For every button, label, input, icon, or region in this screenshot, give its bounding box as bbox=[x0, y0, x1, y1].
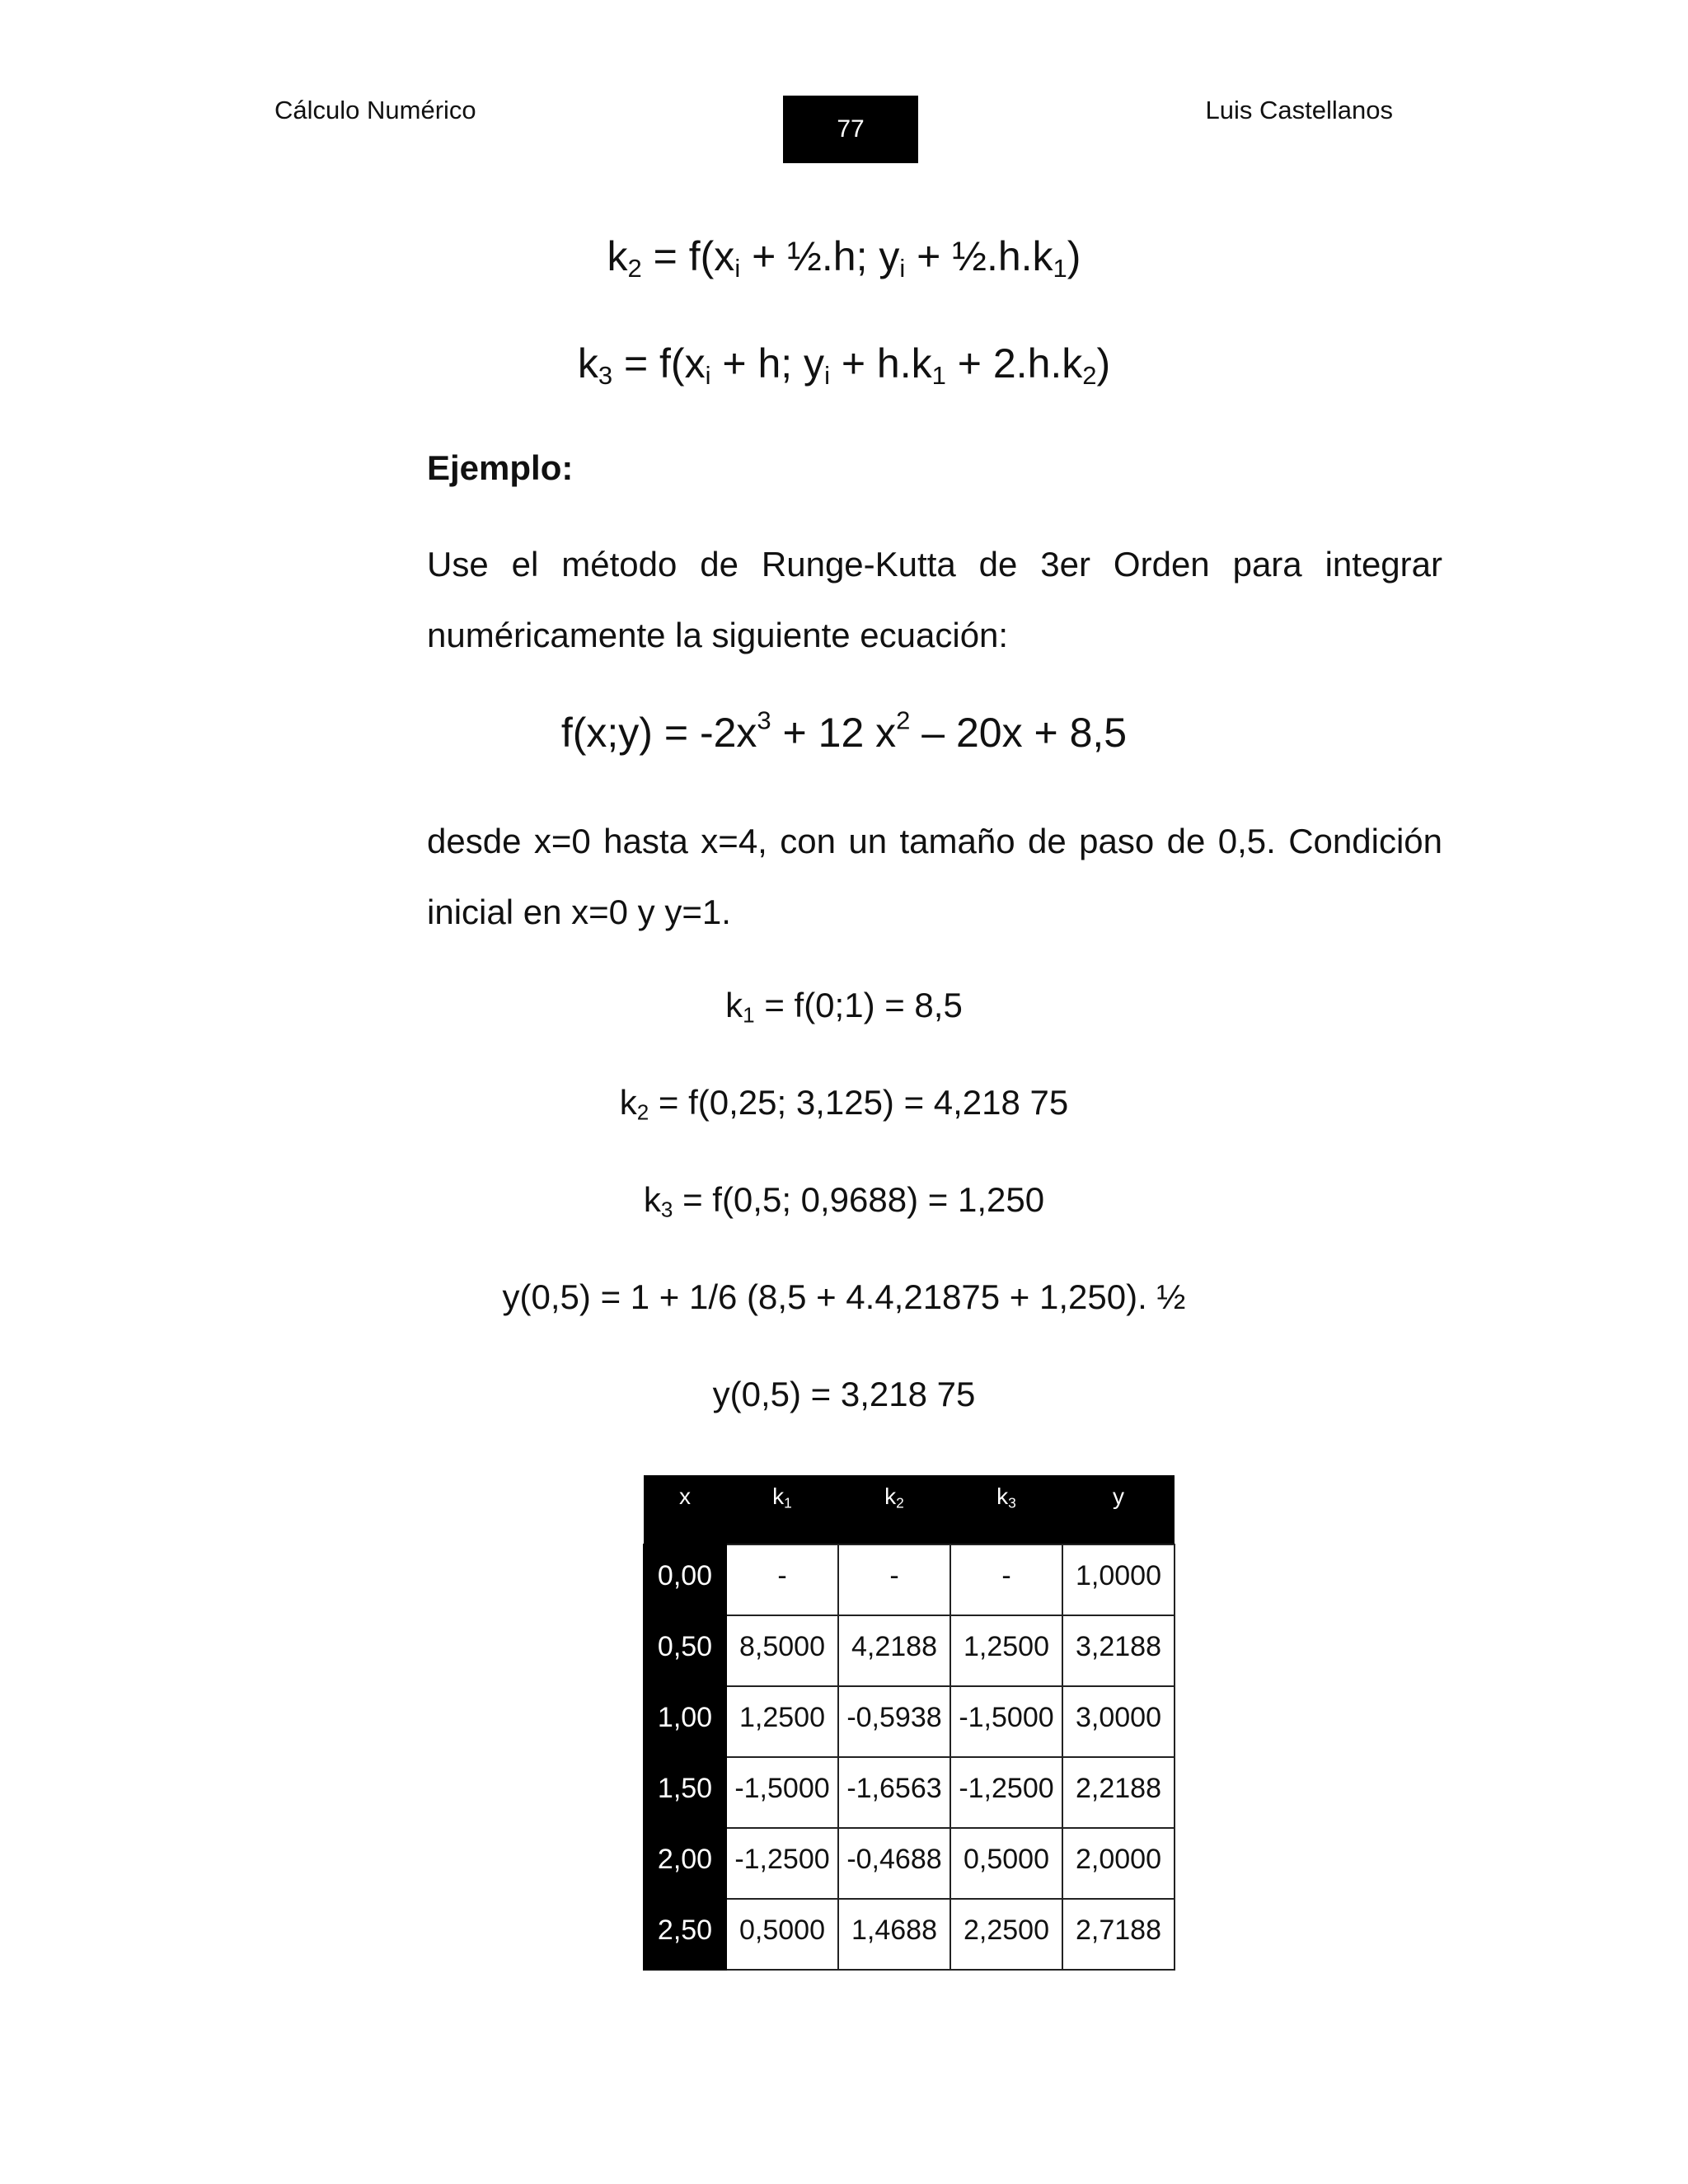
header-k1: $k_1$ bbox=[726, 1475, 838, 1544]
table-row bbox=[644, 1686, 1175, 1757]
cell-k1: 1,2500 bbox=[726, 1686, 838, 1757]
condition-line-1: desde x=0 hasta x=4, con un tamaño de paso de 0,5. Condición bbox=[427, 822, 1442, 860]
cell-k3: -1,2500 bbox=[950, 1757, 1062, 1828]
example-intro bbox=[427, 529, 1442, 671]
cell-x: 1,50 bbox=[644, 1757, 726, 1828]
cell-x: 1,00 bbox=[644, 1686, 726, 1757]
cell-k1: - bbox=[726, 1544, 838, 1615]
step-k2: $k_2 = f(0,25$; 3,125) = 4,218 75 bbox=[619, 1083, 1069, 1125]
condition-line-2: inicial en x=0 y y=1. bbox=[427, 893, 731, 931]
example-condition bbox=[427, 806, 1442, 948]
cell-y: 3,2188 bbox=[1062, 1615, 1175, 1686]
intro-line-1: Use el método de Runge-Kutta de 3er Orden para integrar bbox=[427, 545, 1442, 583]
cell-x: 0,50 bbox=[644, 1615, 726, 1686]
cell-k1: -1,5000 bbox=[726, 1757, 838, 1828]
header-k2: $k_2$ bbox=[838, 1475, 950, 1544]
cell-k2: -0,5938 bbox=[838, 1686, 950, 1757]
intro-line-2: numéricamente la siguiente ecuación: bbox=[427, 616, 1009, 654]
table-row bbox=[644, 1544, 1175, 1615]
cell-k2: 4,2188 bbox=[838, 1615, 950, 1686]
cell-k3: 2,2500 bbox=[950, 1899, 1062, 1970]
cell-x: 2,50 bbox=[644, 1899, 726, 1970]
cell-k1: 0,5000 bbox=[726, 1899, 838, 1970]
table-row bbox=[644, 1828, 1175, 1899]
cell-x: 2,00 bbox=[644, 1828, 726, 1899]
cell-y: 3,0000 bbox=[1062, 1686, 1175, 1757]
cell-k3: 1,2500 bbox=[950, 1615, 1062, 1686]
table-row bbox=[644, 1899, 1175, 1970]
cell-y: 2,2188 bbox=[1062, 1757, 1175, 1828]
formula-k3: $k_3 = f(x_i + h$; $y_i + h.k_1 + 2.h.k_2$) bbox=[577, 340, 1111, 390]
example-heading: Ejemplo: bbox=[427, 448, 574, 487]
cell-y: 2,0000 bbox=[1062, 1828, 1175, 1899]
table-header-row bbox=[644, 1475, 1175, 1544]
step-k3: $k_3 = f(0,5$; 0,9688) = 1,250 bbox=[643, 1180, 1045, 1222]
page-number-box bbox=[783, 96, 918, 163]
table-row bbox=[644, 1757, 1175, 1828]
cell-k1: -1,2500 bbox=[726, 1828, 838, 1899]
cell-k2: -0,4688 bbox=[838, 1828, 950, 1899]
cell-k3: -1,5000 bbox=[950, 1686, 1062, 1757]
cell-k3: 0,5000 bbox=[950, 1828, 1062, 1899]
header-x: x bbox=[644, 1475, 726, 1544]
results-table bbox=[643, 1475, 1175, 1971]
step-k1: $k_1$ = f(0;1) = 8,5 bbox=[725, 986, 963, 1028]
header-y: y bbox=[1062, 1475, 1175, 1544]
formula-k2: $k_2 = f(x_i$ + ½.h; $y_i$ + $\frac{1}{2}.h.k_1$) bbox=[607, 233, 1081, 283]
cell-k3: - bbox=[950, 1544, 1062, 1615]
page-number: 77 bbox=[837, 115, 865, 143]
cell-k2: 1,4688 bbox=[838, 1899, 950, 1970]
cell-y: 1,0000 bbox=[1062, 1544, 1175, 1615]
equation-fxy: f(x;y) = $-2x^3 + 12$ $x^2 - 20x + 8,5$ bbox=[560, 705, 1128, 756]
cell-y: 2,7188 bbox=[1062, 1899, 1175, 1970]
step-y-expression: y(0,5) = 1 + 1/6 (8,5 + 4.4,21875 + 1,250). ½ bbox=[502, 1277, 1186, 1316]
cell-x: 0,00 bbox=[644, 1544, 726, 1615]
cell-k2: -1,6563 bbox=[838, 1757, 950, 1828]
table-row bbox=[644, 1615, 1175, 1686]
header-author: Luis Castellanos bbox=[1205, 96, 1393, 124]
step-y-result: y(0,5) = 3,218 75 bbox=[712, 1375, 976, 1413]
cell-k2: - bbox=[838, 1544, 950, 1615]
header-k3: $k_3$ bbox=[950, 1475, 1062, 1544]
header-book-title: Cálculo Numérico bbox=[274, 96, 476, 124]
cell-k1: 8,5000 bbox=[726, 1615, 838, 1686]
